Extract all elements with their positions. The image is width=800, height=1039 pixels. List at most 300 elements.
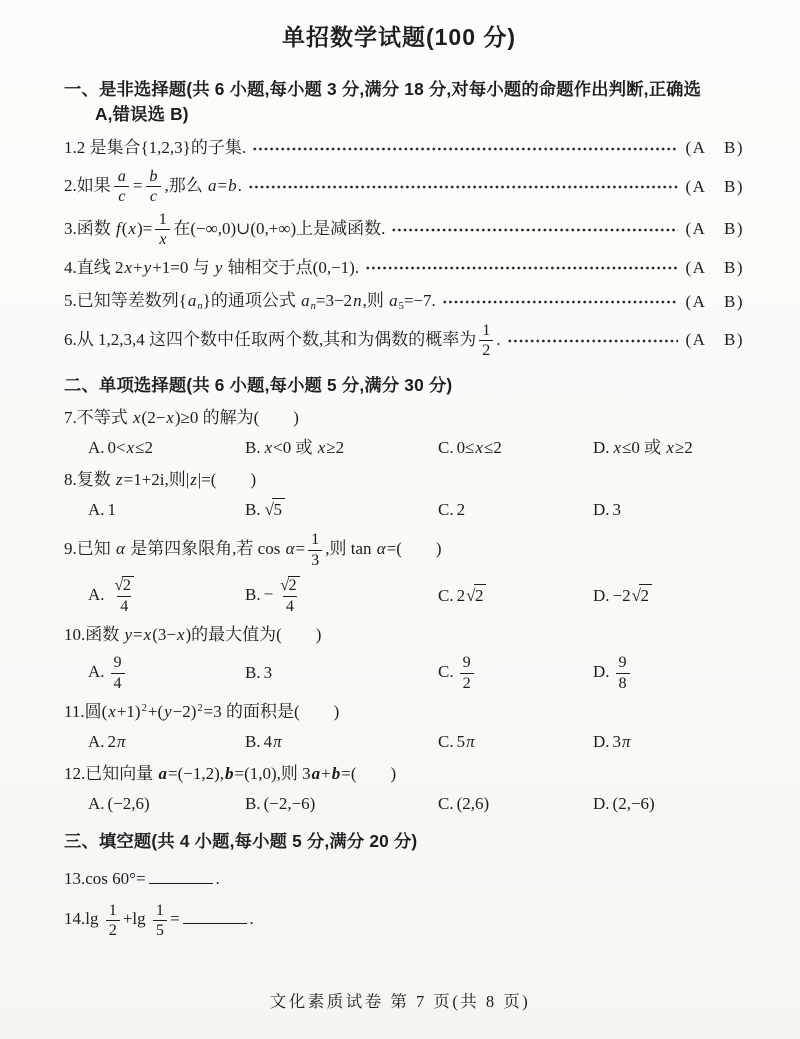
- math-variable: a: [117, 168, 126, 186]
- question-number: 12.: [64, 763, 86, 783]
- option-label: A.: [88, 661, 105, 681]
- text: ≤2: [135, 437, 154, 457]
- math-variable: x: [126, 437, 135, 457]
- question-text: [64, 869, 220, 888]
- denominator: [283, 596, 297, 615]
- text: 5: [456, 731, 466, 751]
- option-item: [438, 793, 593, 816]
- math-vector: b: [331, 763, 341, 783]
- answer-choices: (A B): [685, 219, 744, 239]
- math-variable: b: [228, 175, 237, 195]
- numerator: [111, 576, 138, 595]
- option-item: [88, 793, 245, 816]
- option-label: D.: [593, 731, 610, 751]
- text: 5: [273, 500, 282, 520]
- math-variable: π: [273, 731, 282, 751]
- text: lg: [85, 909, 103, 929]
- radicand: [639, 584, 652, 608]
- text: 2: [482, 342, 491, 360]
- text: 8: [618, 674, 627, 692]
- exam-body: [64, 77, 744, 939]
- option-item: [245, 498, 438, 522]
- option-label: A.: [88, 584, 105, 604]
- fraction: [145, 168, 161, 206]
- text: 2: [456, 499, 466, 519]
- math-variable: a: [301, 291, 310, 311]
- choice-question-stem: [64, 763, 744, 786]
- math-vector: a: [311, 763, 321, 783]
- option-item: [438, 584, 593, 608]
- question-number: 8.: [64, 469, 77, 489]
- superscript: 2: [197, 703, 203, 715]
- denominator: [146, 186, 161, 205]
- radical: [466, 584, 486, 608]
- math-variable: a: [187, 291, 197, 311]
- subscript: 5: [398, 301, 404, 313]
- denominator: [106, 920, 120, 939]
- options-row: [64, 498, 744, 522]
- option-item: [593, 654, 744, 692]
- section-heading-line: 一、是非选择题(共 6 小题,每小题 3 分,满分 18 分,对每小题的命题作出判断,正确选: [64, 79, 702, 100]
- text: 如果: [76, 175, 111, 195]
- question-number: 11.: [64, 701, 85, 721]
- option-label: D.: [593, 437, 610, 457]
- text: 从 1,2,3,4 这四个数中任取两个数,其和为偶数的概率为: [76, 329, 477, 349]
- question-text: [64, 470, 256, 489]
- text: ≥2: [674, 437, 693, 457]
- dot-leader: [391, 228, 677, 232]
- option-item: [438, 654, 593, 692]
- math-variable: π: [622, 731, 631, 751]
- options-row: [64, 654, 744, 692]
- option-label: D.: [593, 661, 610, 681]
- text: (: [121, 218, 128, 238]
- text: +(: [147, 701, 164, 721]
- radical: [280, 576, 299, 594]
- text: 4: [113, 674, 122, 692]
- question-text: [64, 408, 299, 427]
- fraction: [111, 654, 125, 692]
- option-label: B.: [245, 437, 261, 457]
- option-item: [245, 793, 438, 816]
- choice-question-stem: [64, 624, 744, 647]
- question-number: 7.: [64, 407, 77, 427]
- radical-sign: √: [114, 577, 124, 595]
- text: ≤2: [483, 437, 502, 457]
- radical: [265, 498, 285, 522]
- text: 直线 2: [76, 257, 124, 277]
- text: 1: [311, 531, 320, 549]
- option-item: [438, 499, 593, 522]
- text: =(−1,2),: [168, 763, 224, 783]
- option-label: C.: [438, 437, 454, 457]
- text: 1: [108, 901, 117, 919]
- text: (2,6): [456, 793, 490, 813]
- question-text: [64, 531, 442, 569]
- math-variable: x: [108, 701, 116, 721]
- question-number: 9.: [64, 539, 77, 559]
- answer-choices: (A B): [685, 291, 744, 311]
- text: ,那么: [164, 175, 207, 195]
- option-item: [245, 437, 438, 460]
- option-item: [593, 731, 744, 754]
- numerator: [479, 322, 493, 340]
- text: 1: [155, 901, 164, 919]
- text: =1+2i,则|: [123, 469, 190, 489]
- math-variable: x: [133, 407, 141, 427]
- numerator: [616, 654, 630, 672]
- text: 2: [456, 585, 466, 605]
- text: 在(−∞,0)∪(0,+∞)上是减函数.: [173, 218, 386, 238]
- section-heading-line: A,错误选 B): [95, 104, 189, 125]
- choice-question-stem: [64, 407, 744, 430]
- question-text: [64, 168, 242, 206]
- fraction: [114, 168, 130, 206]
- option-label: C.: [438, 793, 454, 813]
- question-number: 1.: [64, 138, 77, 158]
- option-label: D.: [593, 793, 610, 813]
- option-label: A.: [88, 731, 105, 751]
- option-label: A.: [88, 793, 105, 813]
- text: 0<: [107, 437, 126, 457]
- text: 2: [108, 921, 117, 939]
- text: 2: [107, 731, 117, 751]
- text: 2 是集合{1,2,3}的子集.: [76, 138, 247, 158]
- option-label: B.: [245, 584, 261, 604]
- denominator: [111, 673, 125, 692]
- question-number: 13.: [64, 868, 86, 888]
- text: 3: [612, 499, 622, 519]
- answer-choices: (A B): [685, 330, 744, 350]
- dot-leader: [365, 266, 677, 270]
- fraction: [153, 902, 167, 940]
- text: }的通项公式: [202, 291, 301, 311]
- option-item: [88, 437, 245, 460]
- text: =: [295, 539, 306, 559]
- math-variable: z: [116, 469, 123, 489]
- text: 已知向量: [85, 763, 158, 783]
- text: =( ): [341, 763, 397, 783]
- text: )的最大值为( ): [185, 625, 322, 645]
- answer-choices: (A B): [685, 257, 744, 277]
- text: .: [215, 868, 220, 888]
- dot-leader: [248, 185, 678, 189]
- text: =: [217, 175, 228, 195]
- text: 函数: [85, 625, 124, 645]
- option-item: [245, 731, 438, 754]
- text: =: [169, 909, 180, 929]
- option-item: [88, 576, 245, 615]
- option-item: [438, 437, 593, 460]
- text: 1: [158, 210, 167, 228]
- true-false-question: [64, 288, 744, 317]
- math-variable: x: [475, 437, 483, 457]
- question-text: [64, 764, 396, 783]
- math-variable: x: [166, 407, 174, 427]
- option-label: C.: [438, 585, 454, 605]
- true-false-question: [64, 134, 744, 163]
- question-number: 6.: [64, 329, 77, 349]
- text: 9: [113, 654, 122, 672]
- question-text: [64, 290, 436, 314]
- question-text: [64, 702, 339, 721]
- choice-question-stem: [64, 531, 744, 569]
- math-variable: f: [116, 218, 121, 238]
- dot-leader: [442, 300, 678, 304]
- option-label: A.: [88, 499, 105, 519]
- true-false-question: [64, 254, 744, 283]
- text: )≥0 的解为( ): [174, 407, 299, 427]
- text: =( ): [386, 539, 442, 559]
- denominator: [308, 550, 322, 569]
- radical: [115, 576, 134, 594]
- numerator: [106, 902, 120, 920]
- text: (2,−6): [612, 793, 655, 813]
- text: =: [132, 175, 143, 195]
- text: +1=0 与: [152, 257, 214, 277]
- fraction: [106, 902, 120, 940]
- option-item: [88, 731, 245, 754]
- text: .: [237, 175, 242, 195]
- text: =: [133, 625, 143, 645]
- numerator: [308, 531, 322, 549]
- math-variable: x: [666, 437, 674, 457]
- text: 已知: [76, 539, 115, 559]
- option-label: D.: [593, 585, 610, 605]
- math-variable: x: [128, 218, 136, 238]
- numerator: [114, 168, 130, 186]
- text: 2: [640, 585, 649, 605]
- option-item: [593, 437, 744, 460]
- option-label: B.: [245, 793, 261, 813]
- text: .: [496, 329, 501, 349]
- question-text: [64, 211, 385, 249]
- text: 1: [482, 321, 491, 339]
- math-variable: a: [389, 291, 398, 311]
- text: 是第四象限角,若 cos: [125, 539, 285, 559]
- fraction: [155, 211, 170, 249]
- math-variable: c: [149, 188, 158, 206]
- math-variable: x: [613, 437, 622, 457]
- subscript: n: [197, 301, 203, 313]
- text: (2−: [141, 407, 166, 427]
- true-false-question: [64, 322, 744, 360]
- denominator: [616, 673, 630, 692]
- math-variable: a: [208, 175, 217, 195]
- denominator: [460, 673, 474, 692]
- option-label: D.: [593, 499, 610, 519]
- text: ,则 tan: [325, 539, 376, 559]
- radicand: [272, 498, 285, 522]
- answer-blank: [183, 906, 247, 925]
- option-item: [88, 654, 245, 692]
- radical-sign: √: [631, 585, 641, 605]
- text: 4: [263, 731, 273, 751]
- options-row: [64, 731, 744, 754]
- option-item: [593, 793, 744, 816]
- math-variable: n: [353, 291, 362, 311]
- text: 2: [474, 585, 484, 605]
- math-variable: x: [159, 231, 167, 249]
- text: <0 或: [273, 437, 317, 457]
- radicand: [122, 576, 134, 594]
- text: ≥2: [326, 437, 345, 457]
- denominator: [479, 340, 493, 359]
- text: 2: [122, 577, 131, 595]
- text: 3: [311, 551, 320, 569]
- text: −: [263, 584, 274, 604]
- text: ,则: [362, 291, 389, 311]
- denominator: [117, 596, 131, 615]
- math-variable: x: [317, 437, 326, 457]
- fraction: [479, 322, 493, 360]
- text: 9: [462, 654, 471, 672]
- fraction: [276, 576, 303, 615]
- section-heading: [64, 829, 744, 854]
- math-variable: c: [118, 188, 126, 206]
- true-false-question: [64, 211, 744, 249]
- text: 1: [107, 499, 117, 519]
- choice-question-stem: [64, 469, 744, 492]
- fraction: [460, 654, 474, 692]
- math-variable: y: [143, 257, 152, 277]
- numerator: [276, 576, 303, 595]
- math-vector: a: [158, 763, 167, 783]
- question-number: 10.: [64, 625, 86, 645]
- text: 9: [618, 654, 627, 672]
- section-heading: [64, 373, 744, 398]
- denominator: [114, 186, 129, 205]
- text: 0≤: [456, 437, 475, 457]
- denominator: [153, 920, 167, 939]
- math-variable: α: [285, 539, 295, 559]
- superscript: 2: [141, 703, 147, 715]
- subscript: n: [310, 301, 316, 313]
- question-number: 14.: [64, 909, 86, 929]
- question-number: 4.: [64, 257, 77, 277]
- math-variable: x: [176, 625, 185, 645]
- math-variable: π: [117, 731, 126, 751]
- text: 圆(: [84, 701, 108, 721]
- fraction: [616, 654, 630, 692]
- math-variable: y: [124, 625, 133, 645]
- section-heading: [64, 77, 744, 127]
- answer-choices: (A B): [685, 138, 744, 158]
- math-variable: α: [116, 539, 125, 559]
- question-number: 5.: [64, 291, 77, 311]
- section-heading-line: 二、单项选择题(共 6 小题,每小题 5 分,满分 30 分): [64, 374, 453, 395]
- numerator: [460, 654, 474, 672]
- text: 2: [462, 674, 471, 692]
- option-item: [245, 576, 438, 615]
- text: cos 60°=: [85, 868, 146, 888]
- radical: [632, 584, 652, 608]
- radical-sign: √: [466, 585, 476, 605]
- question-text: [64, 901, 254, 939]
- text: 2: [288, 577, 297, 595]
- text: |=( ): [197, 469, 257, 489]
- text: 4: [285, 597, 294, 615]
- math-vector: b: [225, 763, 234, 783]
- text: 3: [612, 731, 622, 751]
- text: ≤0 或: [622, 437, 666, 457]
- math-variable: α: [376, 539, 386, 559]
- fill-in-question: [64, 902, 744, 940]
- radicand: [288, 576, 300, 594]
- denominator: [155, 229, 170, 248]
- radical-sign: √: [280, 577, 290, 595]
- text: +1): [116, 701, 141, 721]
- answer-blank: [149, 865, 213, 884]
- math-variable: b: [149, 168, 158, 186]
- text: (−2,−6): [263, 793, 316, 813]
- option-item: [593, 584, 744, 608]
- math-variable: x: [124, 257, 133, 277]
- option-label: A.: [88, 437, 105, 457]
- text: 已知等差数列{: [76, 291, 187, 311]
- question-text: [64, 257, 359, 280]
- text: =(1,0),则 3: [234, 763, 311, 783]
- text: +: [133, 257, 143, 277]
- text: (3−: [152, 625, 176, 645]
- question-text: [64, 322, 501, 360]
- option-item: [245, 662, 438, 685]
- text: 3: [263, 662, 273, 682]
- text: )=: [136, 218, 153, 238]
- text: −2): [172, 701, 197, 721]
- option-item: [438, 731, 593, 754]
- radicand: [474, 584, 487, 608]
- math-variable: π: [466, 731, 475, 751]
- exam-title: 单招数学试题(100 分): [281, 24, 517, 50]
- true-false-question: [64, 168, 744, 206]
- choice-question-stem: [64, 701, 744, 724]
- text: 不等式: [76, 407, 132, 427]
- option-item: [593, 499, 744, 522]
- math-variable: x: [143, 625, 152, 645]
- question-number: 3.: [64, 218, 77, 238]
- text: (−2,6): [107, 793, 150, 813]
- option-label: B.: [245, 731, 261, 751]
- dot-leader: [507, 339, 678, 343]
- option-label: C.: [438, 499, 454, 519]
- numerator: [111, 654, 125, 672]
- text: +lg: [122, 909, 150, 929]
- answer-choices: (A B): [685, 176, 744, 196]
- option-label: C.: [438, 731, 454, 751]
- math-variable: z: [190, 469, 197, 489]
- option-label: C.: [438, 661, 454, 681]
- text: 函数: [76, 218, 115, 238]
- text: =3−2: [315, 291, 353, 311]
- option-item: [88, 499, 245, 522]
- text: 4: [120, 597, 129, 615]
- text: 5: [155, 921, 164, 939]
- text: =−7.: [403, 291, 436, 311]
- numerator: [145, 168, 161, 186]
- text: .: [249, 909, 254, 929]
- options-row: [64, 793, 744, 816]
- text: =3 的面积是( ): [203, 701, 340, 721]
- question-text: [64, 137, 246, 160]
- math-variable: y: [214, 257, 223, 277]
- numerator: [153, 902, 167, 920]
- radical-sign: √: [264, 500, 274, 520]
- fraction: [308, 531, 322, 569]
- math-variable: x: [264, 437, 273, 457]
- fraction: [111, 576, 138, 615]
- options-row: [64, 437, 744, 460]
